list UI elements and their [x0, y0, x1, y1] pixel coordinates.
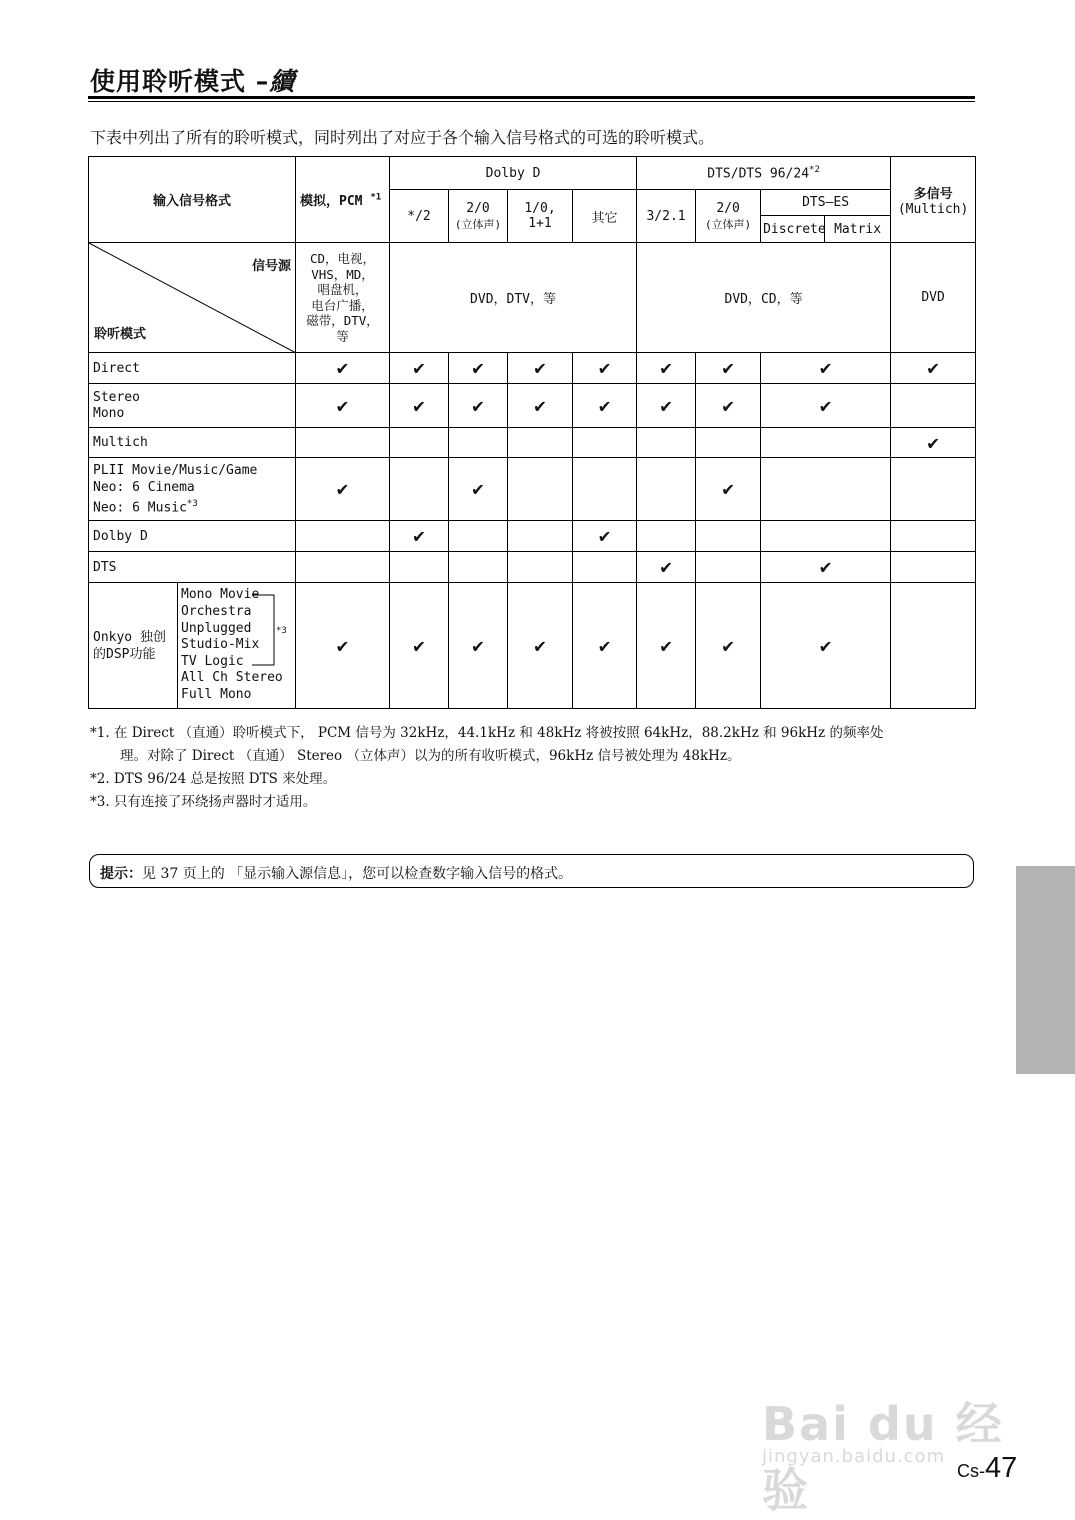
empty-cell [696, 552, 761, 583]
listening-mode-label: 聆听模式 [94, 327, 147, 342]
title-rule-thick [88, 96, 975, 99]
check-mark: ✔ [696, 458, 761, 521]
watermark-logo-text: Bai du 经验 [762, 1397, 1004, 1517]
table-row-plii [89, 458, 976, 521]
check-mark: ✔ [637, 552, 696, 583]
analog-src-line: 唱盘机， [317, 282, 368, 297]
analog-src-line: 等 [336, 328, 349, 344]
plii-note: *3 [186, 498, 198, 509]
table-row-stereo [89, 384, 976, 428]
footnote-1: *1. 在 Direct （直通）聆听模式下， PCM 信号为 32kHz，44.1kHz 和 48kHz 将被按照 64kHz，88.2kHz 和 96kHz 的频率处 [90, 725, 884, 741]
dsp-mode-item: Unplugged [181, 620, 252, 636]
listening-mode-table [88, 156, 976, 709]
row-label-line: PLII Movie/Music/Game [93, 462, 258, 478]
empty-cell [296, 552, 390, 583]
analog-src-line: 磁带，DTV， [306, 313, 379, 328]
empty-cell [891, 583, 976, 709]
empty-cell [449, 552, 508, 583]
check-mark: ✔ [696, 583, 761, 709]
row-label-line: Stereo [93, 389, 140, 405]
empty-cell [761, 521, 891, 552]
intro-text: 下表中列出了所有的聆听模式，同时列出了对应于各个输入信号格式的可选的聆听模式。 [90, 128, 715, 147]
dts-col-20-label: 2/0 [716, 200, 740, 216]
analog-sources [296, 243, 390, 353]
empty-cell [761, 428, 891, 458]
empty-cell [573, 552, 637, 583]
table-row-multich [89, 428, 976, 458]
empty-cell [891, 521, 976, 552]
dsp-note: *3 [276, 626, 287, 636]
empty-cell [508, 428, 573, 458]
empty-cell [508, 458, 573, 521]
check-mark: ✔ [449, 458, 508, 521]
check-mark: ✔ [696, 384, 761, 428]
check-mark: ✔ [296, 583, 390, 709]
check-mark: ✔ [449, 353, 508, 384]
empty-cell [449, 521, 508, 552]
check-mark: ✔ [891, 353, 976, 384]
row-label-line: 的DSP功能 [93, 646, 156, 662]
dolby-col-other: 其它 [573, 190, 637, 243]
check-mark: ✔ [573, 583, 637, 709]
dts-es-matrix: Matrix [825, 216, 891, 243]
table-row-onkyo-dsp [89, 583, 976, 709]
check-mark: ✔ [761, 353, 891, 384]
dolby-col-10: 1/0, 1+1 [508, 190, 573, 243]
empty-cell [390, 458, 449, 521]
row-label: Direct [89, 353, 296, 384]
analog-header [296, 157, 390, 243]
empty-cell [390, 428, 449, 458]
dsp-mode-item: All Ch Stereo [181, 670, 283, 686]
check-mark: ✔ [761, 583, 891, 709]
check-mark: ✔ [573, 521, 637, 552]
analog-note: *1 [370, 192, 382, 203]
row-label: Multich [89, 428, 296, 458]
footnote-3: *3. 只有连接了环绕扬声器时才适用。 [90, 794, 317, 810]
title-main: 使用聆听模式 – [90, 67, 270, 96]
tip-label: 提示： [100, 866, 142, 882]
check-mark: ✔ [696, 353, 761, 384]
check-mark: ✔ [761, 384, 891, 428]
dts-col-20 [696, 190, 761, 243]
check-mark: ✔ [508, 353, 573, 384]
row-label: DTS [89, 552, 296, 583]
check-mark: ✔ [637, 353, 696, 384]
row-label [89, 458, 296, 521]
row-label: Dolby D [89, 521, 296, 552]
row-label-line: Mono [93, 405, 125, 421]
empty-cell [761, 458, 891, 521]
side-thumb-tab [1016, 866, 1075, 1074]
dts-sources: DVD，CD，等 [637, 243, 891, 353]
empty-cell [296, 428, 390, 458]
dolby-col-20 [449, 190, 508, 243]
check-mark: ✔ [390, 521, 449, 552]
diagonal-header-cell [89, 243, 296, 353]
check-mark: ✔ [296, 353, 390, 384]
row-label [89, 384, 296, 428]
signal-source-label: 信号源 [252, 259, 292, 274]
check-mark: ✔ [891, 428, 976, 458]
empty-cell [573, 458, 637, 521]
multich-header [891, 157, 976, 243]
tip-box [89, 854, 974, 888]
dsp-mode-item: TV Logic [181, 653, 244, 669]
empty-cell [637, 521, 696, 552]
check-mark: ✔ [390, 384, 449, 428]
dolby-sources: DVD，DTV，等 [390, 243, 637, 353]
footnote-2: *2. DTS 96/24 总是按照 DTS 来处理。 [90, 771, 337, 787]
tip-text: 见 37 页上的 「显示输入源信息」，您可以检查数字输入信号的格式。 [142, 866, 573, 882]
dsp-mode-item: Full Mono [181, 686, 252, 702]
dts-group-header [637, 157, 891, 190]
check-mark: ✔ [637, 384, 696, 428]
empty-cell [891, 458, 976, 521]
check-mark: ✔ [573, 384, 637, 428]
dsp-mode-list [178, 583, 296, 709]
page-number-value: 47 [985, 1452, 1018, 1484]
dts-group-note: *2 [809, 164, 820, 175]
empty-cell [891, 384, 976, 428]
check-mark: ✔ [296, 458, 390, 521]
multich-sources: DVD [891, 243, 976, 353]
check-mark: ✔ [449, 384, 508, 428]
table-row-dts [89, 552, 976, 583]
analog-src-line: VHS，MD， [311, 266, 374, 282]
check-mark: ✔ [296, 384, 390, 428]
page-number [957, 1452, 1017, 1485]
empty-cell [573, 428, 637, 458]
watermark-url: jingyan.baidu.com [762, 1446, 946, 1467]
empty-cell [696, 521, 761, 552]
page-prefix: Cs- [957, 1461, 985, 1481]
check-mark: ✔ [390, 353, 449, 384]
dsp-mode-item: Studio-Mix [181, 637, 260, 653]
dts-col-321: 3/2.1 [637, 190, 696, 243]
check-mark: ✔ [761, 552, 891, 583]
empty-cell [696, 428, 761, 458]
footnote-1-cont: 理。对除了 Direct （直通） Stereo （立体声）以为的所有收听模式，96kHz 信号被处理为 48kHz。 [120, 748, 741, 764]
check-mark: ✔ [508, 384, 573, 428]
check-mark: ✔ [508, 583, 573, 709]
row-label [89, 583, 178, 709]
check-mark: ✔ [449, 583, 508, 709]
multich-label: 多信号 [913, 186, 953, 202]
analog-src-line: CD，电视， [309, 251, 376, 266]
empty-cell [296, 521, 390, 552]
row-label-line: Neo: 6 Music [93, 500, 187, 516]
dts-group-label: DTS/DTS 96/24 [707, 166, 810, 182]
check-mark: ✔ [573, 353, 637, 384]
page-title [90, 62, 295, 98]
table-row-direct [89, 353, 976, 384]
dolby-col-20-label: 2/0 [466, 200, 490, 216]
multich-sub: (Multich) [897, 201, 969, 217]
empty-cell [637, 458, 696, 521]
row-label-line: Onkyo 独创 [93, 629, 166, 645]
check-mark: ✔ [637, 583, 696, 709]
empty-cell [891, 552, 976, 583]
dts-col-20-sub: (立体声) [704, 217, 752, 231]
title-continued: 續 [269, 67, 296, 96]
row-label-line: Neo: 6 Cinema [93, 479, 195, 495]
dsp-mode-item: Orchestra [181, 604, 252, 620]
footnotes [90, 722, 883, 814]
corner-header: 输入信号格式 [89, 157, 296, 243]
empty-cell [508, 552, 573, 583]
empty-cell [508, 521, 573, 552]
check-mark: ✔ [390, 583, 449, 709]
empty-cell [637, 428, 696, 458]
table-row-dolby [89, 521, 976, 552]
dolby-col-star2: */2 [390, 190, 449, 243]
analog-src-line: 电台广播， [311, 297, 374, 313]
title-rule-thin [88, 101, 975, 102]
empty-cell [390, 552, 449, 583]
dsp-mode-item: Mono Movie [181, 587, 260, 603]
empty-cell [449, 428, 508, 458]
dts-es-discrete: Discrete [761, 216, 825, 243]
analog-label: 模拟，PCM [300, 194, 363, 209]
dolby-col-20-sub: (立体声) [454, 217, 502, 231]
dts-es-header: DTS–ES [761, 190, 891, 216]
dolby-group-header: Dolby D [390, 157, 637, 190]
